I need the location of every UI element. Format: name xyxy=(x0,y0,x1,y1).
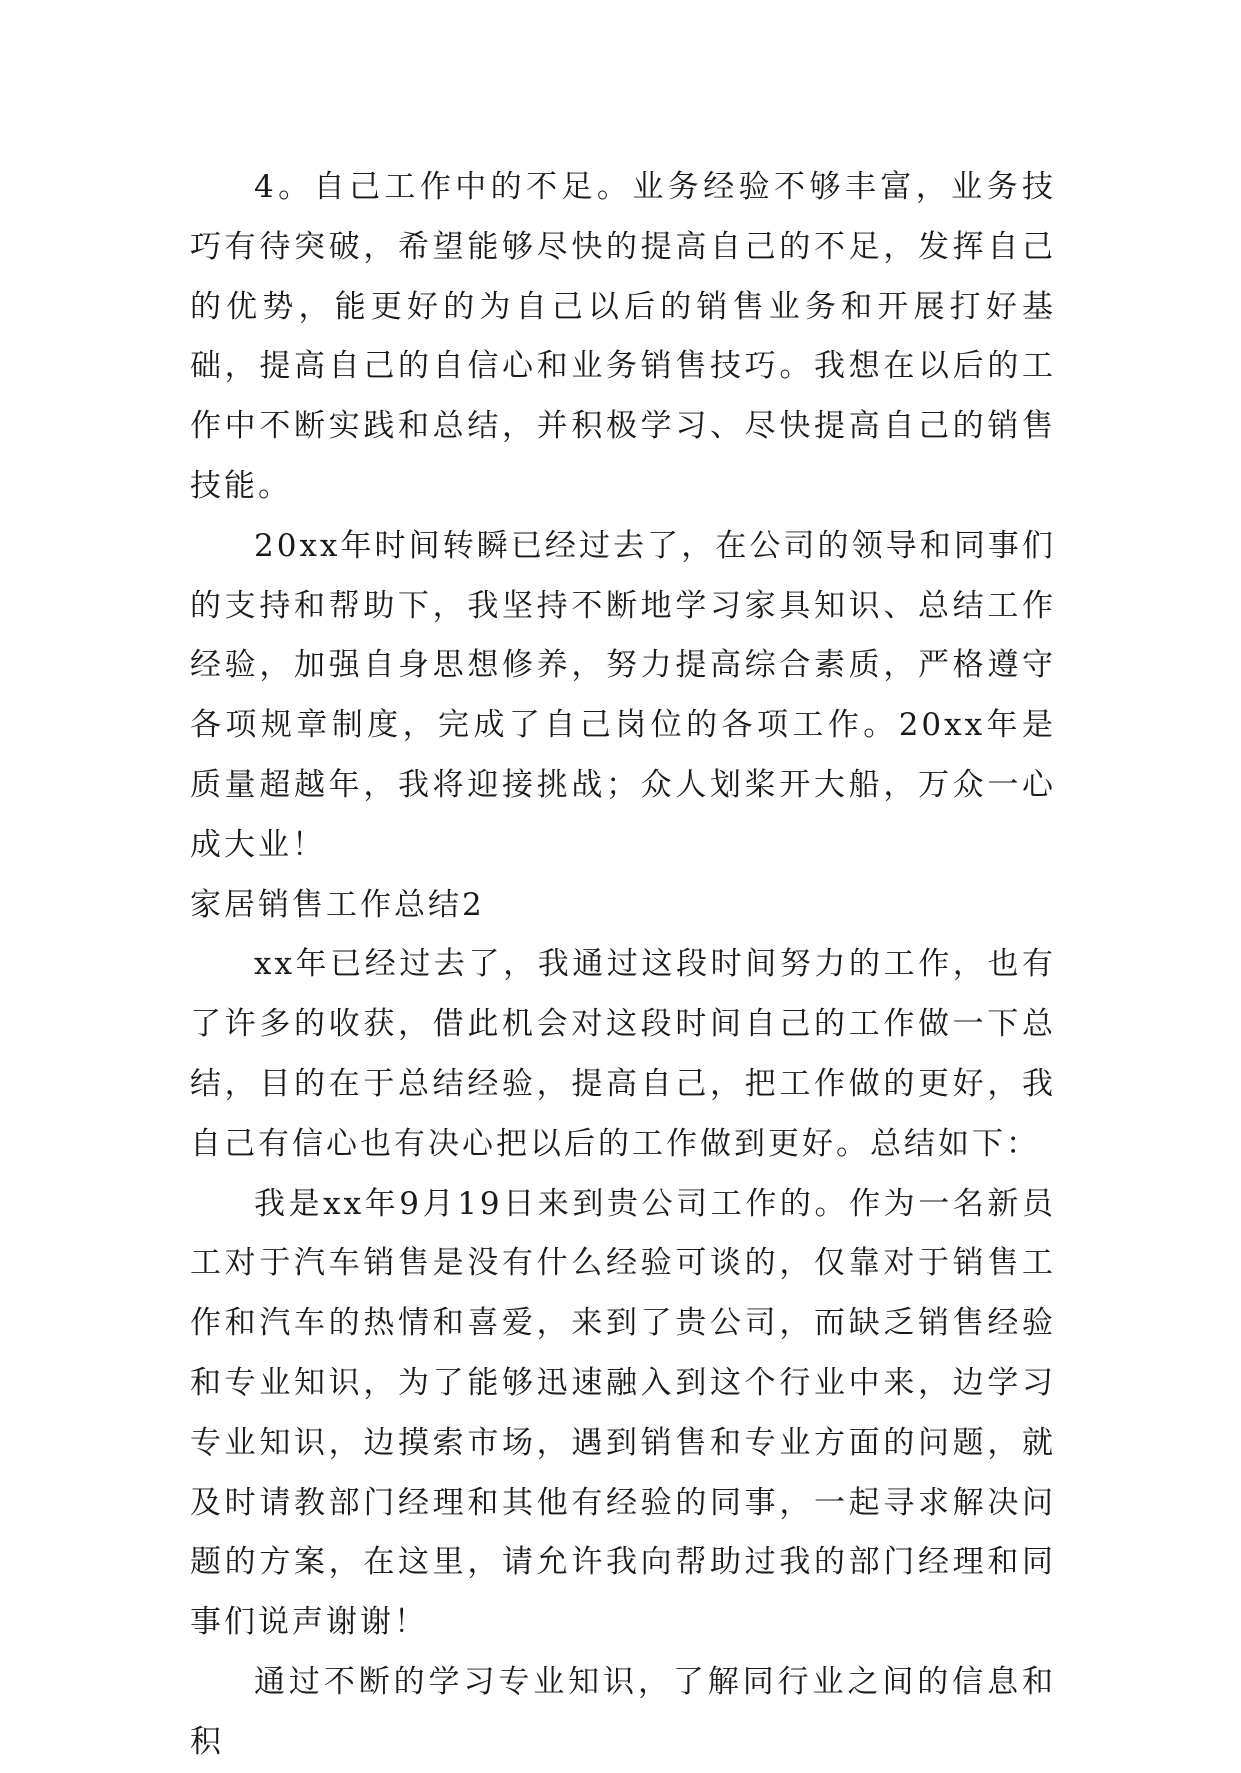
paragraph-summary-intro: xx年已经过去了，我通过这段时间努力的工作，也有了许多的收获，借此机会对这段时间自己的工作做一下总结，目的在于总结经验，提高自己，把工作做的更好，我自己有信心也有决心把以后的工作做到更好。总结如下： xyxy=(190,946,1056,1162)
paragraph-year-review: 20xx年时间转瞬已经过去了，在公司的领导和同事们的支持和帮助下，我坚持不断地学习家具知识、总结工作经验，加强自身思想修养，努力提高综合素质，严格遵守各项规章制度，完成了自己岗位的各项工作。20xx年是质量超越年，我将迎接挑战；众人划桨开大船，万众一心成大业！ xyxy=(190,527,1056,863)
section-heading: 家居销售工作总结2 xyxy=(190,886,485,923)
paragraph-continued-learning: 通过不断的学习专业知识，了解同行业之间的信息和积 xyxy=(190,1663,1056,1760)
document-body xyxy=(190,158,1056,1773)
paragraph-new-employee: 我是xx年9月19日来到贵公司工作的。作为一名新员工对于汽车销售是没有什么经验可谈的，仅靠对于销售工作和汽车的热情和喜爱，来到了贵公司，而缺乏销售经验和专业知识，为了能够迅速融入到这个行业中来，边学习专业知识，边摸索市场，遇到销售和专业方面的问题，就及时请教部门经理和其他有经验的同事，一起寻求解决问题的方案，在这里，请允许我向帮助过我的部门经理和同事们说声谢谢！ xyxy=(190,1185,1056,1641)
paragraph-shortcomings: 4。自己工作中的不足。业务经验不够丰富，业务技巧有待突破，希望能够尽快的提高自己的不足，发挥自己的优势，能更好的为自己以后的销售业务和开展打好基础，提高自己的自信心和业务销售技巧。我想在以后的工作中不断实践和总结，并积极学习、尽快提高自己的销售技能。 xyxy=(190,169,1056,504)
